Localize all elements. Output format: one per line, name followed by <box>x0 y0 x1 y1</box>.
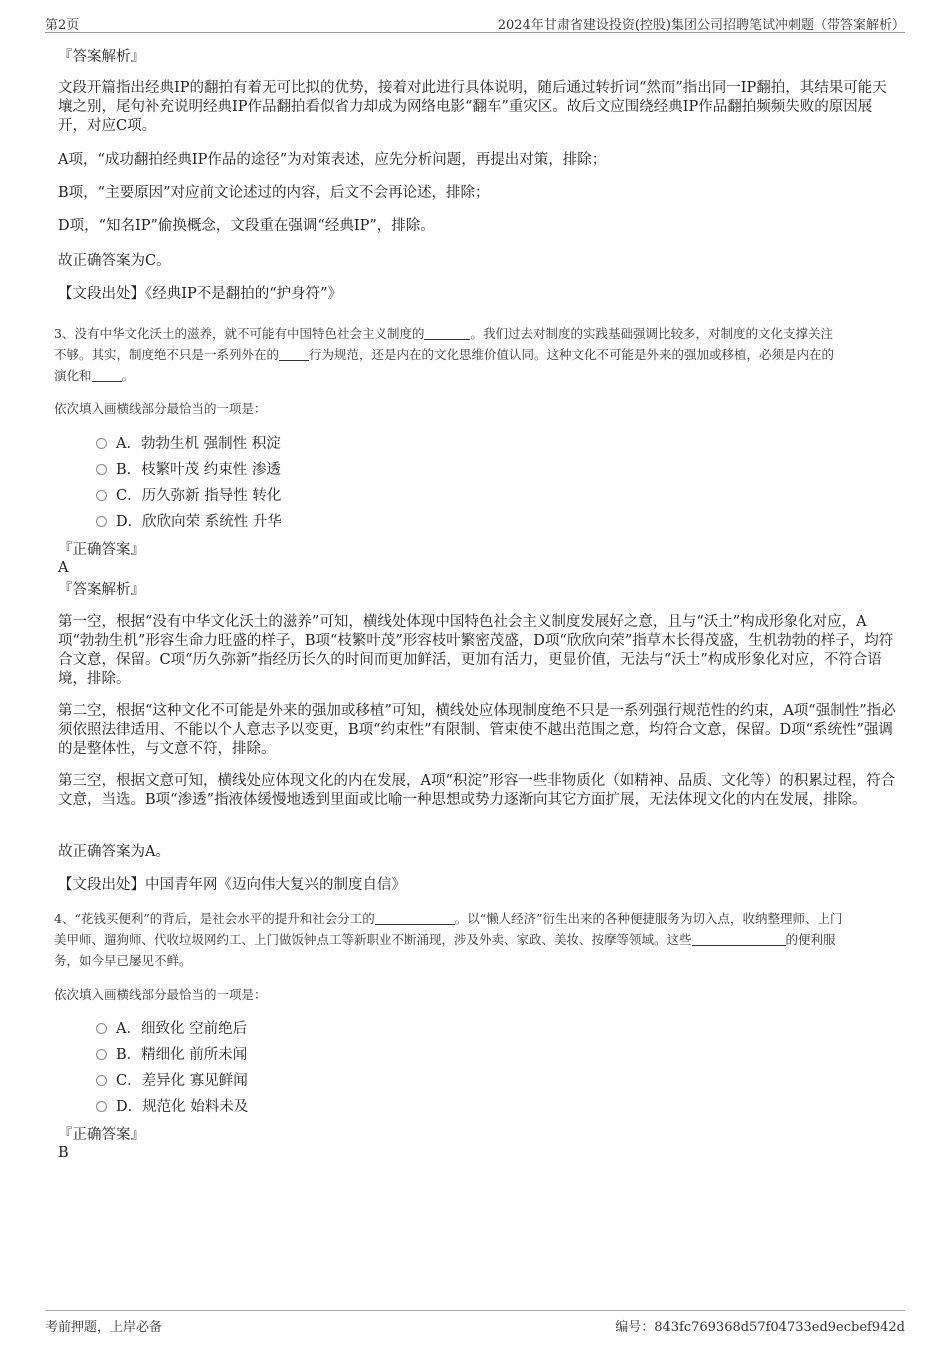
blank-line <box>692 931 786 946</box>
option-c[interactable]: C．差异化 寡见鲜闻 <box>96 1071 248 1091</box>
document-title: 2024年甘肃省建设投资(控股)集团公司招聘笔试冲刺题（带答案解析） <box>497 18 905 33</box>
option-b[interactable]: B．枝繁叶茂 约束性 渗透 <box>96 460 281 480</box>
radio-icon[interactable] <box>96 490 107 501</box>
analysis-paragraph: 文段开篇指出经典IP的翻拍有着无可比拟的优势，接着对此进行具体说明，随后通过转折词“然而”指出同一IP翻拍，其结果可能天壤之别，尾句补充说明经典IP作品翻拍看似省力却成为网络电影“翻车”重灾区。故后文应围绕经典IP作品翻拍频频失败的原因展开，对应C项。 <box>58 80 887 134</box>
page-header <box>45 10 905 33</box>
answer-conclusion: 故正确答案为C。 <box>58 253 171 269</box>
question-3-stem: 3、没有中华文化沃土的滋养，就不可能有中国特色社会主义制度的 。我们过去对制度的实践基础强调比较多，对制度的文化支撑关注 不够。其实，制度绝不只是一系列外在的 行为规范，还是内在的文化思维价值认同。这种文化不可能是外来的强加或移植，必须是内在的 演化和 。 <box>54 326 835 383</box>
blank-line <box>92 367 122 382</box>
source-citation: 【文段出处】中国青年网《迈向伟大复兴的制度自信》 <box>58 877 406 893</box>
radio-icon[interactable] <box>96 1101 107 1112</box>
blank-line <box>279 346 309 361</box>
page-number: 第2页 <box>45 18 80 33</box>
analysis-label: 『答案解析』 <box>58 582 145 598</box>
analysis-paragraph: 第一空，根据“没有中华文化沃土的滋养”可知，横线处体现中国特色社会主义制度发展好之意，且与“沃土”构成形象化对应，A项“勃勃生机”形容生命力旺盛的样子，B项“枝繁叶茂”形容枝叶繁密茂盛，D项“欣欣向荣”指草木长得茂盛，生机勃勃的样子，均符合文意，保留。C项“历久弥新”指经历长久的时间而更加鲜活，更加有活力，更显价值，无法与“沃土”构成形象化对应，不符合语境，排除。 <box>58 614 894 687</box>
analysis-paragraph: D项，“知名IP”偷换概念，文段重在强调“经典IP”，排除。 <box>58 218 435 234</box>
document-code: 编号：843fc769368d57f04733ed9ecbef942d <box>615 1320 905 1335</box>
radio-icon[interactable] <box>96 1049 107 1060</box>
correct-answer: B <box>58 1145 69 1161</box>
blank-line <box>375 910 455 925</box>
page-footer <box>45 1310 905 1337</box>
radio-icon[interactable] <box>96 1023 107 1034</box>
radio-icon[interactable] <box>96 464 107 475</box>
question-instruction: 依次填入画横线部分最恰当的一项是： <box>54 401 267 416</box>
option-b[interactable]: B．精细化 前所未闻 <box>96 1045 247 1065</box>
option-d[interactable]: D．欣欣向荣 系统性 升华 <box>96 512 282 532</box>
analysis-label: 『答案解析』 <box>58 49 145 65</box>
correct-answer: A <box>58 560 69 576</box>
analysis-paragraph: B项，“主要原因”对应前文论述过的内容，后文不会再论述，排除； <box>58 185 490 201</box>
analysis-paragraph: 第三空，根据文意可知，横线处应体现文化的内在发展，A项“积淀”形容一些非物质化（如精神、品质、文化等）的积累过程，符合文意，当选。B项“渗透”指液体缓慢地透到里面或比喻一种思想或势力逐渐向其它方面扩展，无法体现文化的内在发展，排除。 <box>58 773 896 808</box>
radio-icon[interactable] <box>96 516 107 527</box>
answer-conclusion: 故正确答案为A。 <box>58 844 170 860</box>
option-c[interactable]: C．历久弥新 指导性 转化 <box>96 486 281 506</box>
option-d[interactable]: D．规范化 始料未及 <box>96 1097 248 1117</box>
correct-answer-label: 『正确答案』 <box>58 1127 145 1143</box>
option-a[interactable]: A．细致化 空前绝后 <box>96 1019 247 1039</box>
analysis-paragraph: A项，“成功翻拍经典IP作品的途径”为对策表述，应先分析问题，再提出对策，排除； <box>58 152 607 168</box>
question-4-stem: 4、“花钱买便利”的背后，是社会水平的提升和社会分工的 。以“懒人经济”衍生出来的各种便捷服务为切入点，收纳整理师、上门 美甲师、遛狗师、代收垃圾网约工、上门做饭钟点工等新职业不断涌现，涉及外卖、家政、美妆、按摩等领域。这些 的便利服 务，如今早已屡见不鲜。 <box>54 911 843 968</box>
option-a[interactable]: A．勃勃生机 强制性 积淀 <box>96 434 281 454</box>
correct-answer-label: 『正确答案』 <box>58 542 145 558</box>
blank-line <box>424 325 470 340</box>
radio-icon[interactable] <box>96 438 107 449</box>
question-instruction: 依次填入画横线部分最恰当的一项是： <box>54 987 267 1002</box>
source-citation: 【文段出处】《经典IP不是翻拍的“护身符”》 <box>58 286 343 302</box>
footer-slogan: 考前押题，上岸必备 <box>45 1320 163 1335</box>
radio-icon[interactable] <box>96 1075 107 1086</box>
analysis-paragraph: 第二空，根据“这种文化不可能是外来的强加或移植”可知，横线处应体现制度绝不只是一系列强行规范性的约束，A项“强制性”指必须依照法律适用、不能以个人意志予以变更，B项“约束性”有限制、管束使不越出范围之意，均符合文意，保留。D项“系统性”强调的是整体性，与文意不符，排除。 <box>58 703 896 757</box>
